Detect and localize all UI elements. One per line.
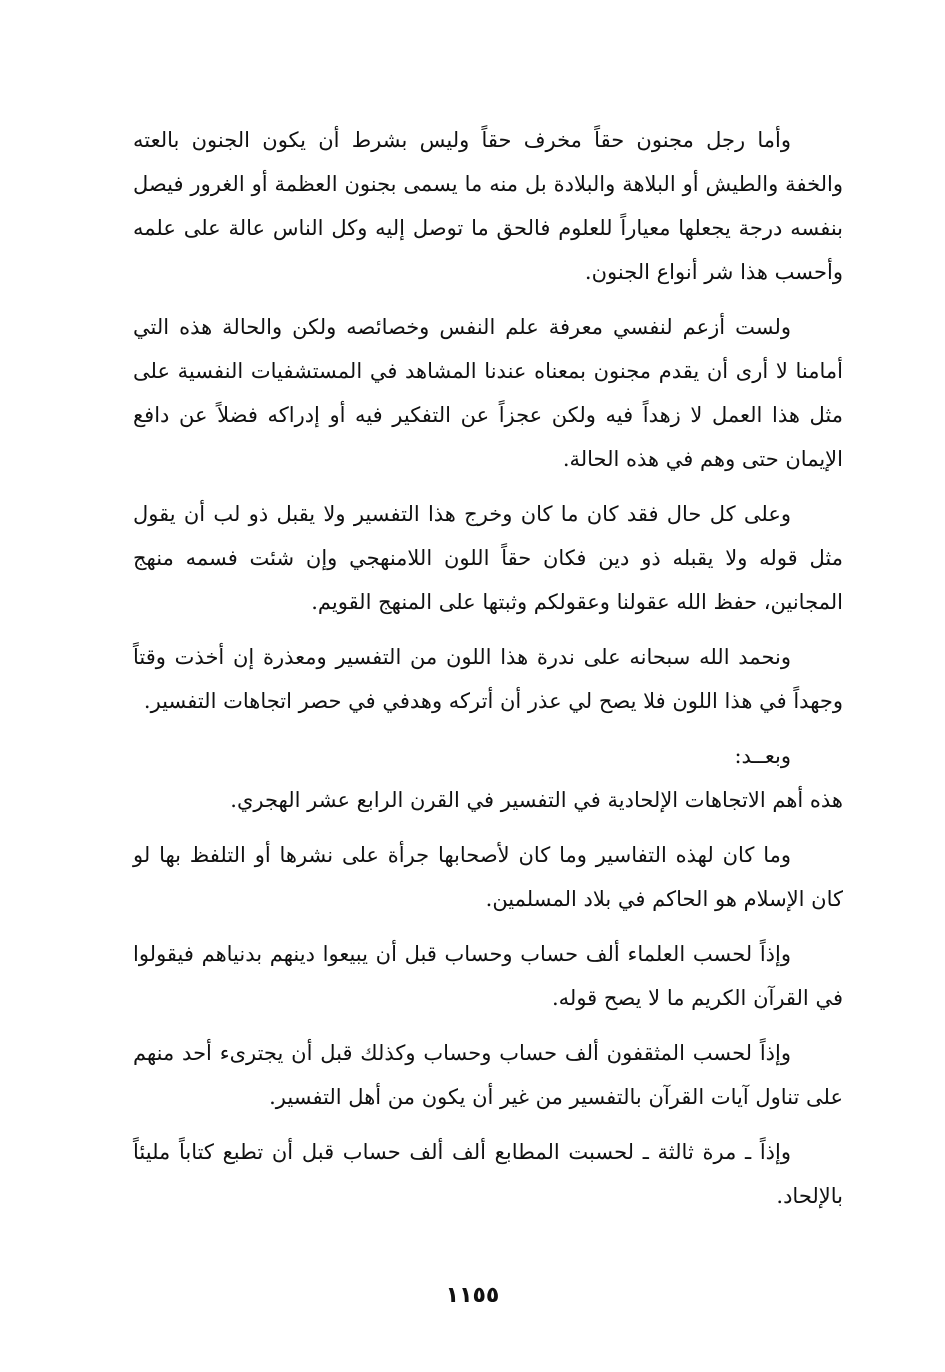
paragraph: ولست أزعم لنفسي معرفة علم النفس وخصائصه ولكن والحالة هذه التي أمامنا لا أرى أن يقدم مجنون بمعناه عندنا المشاهد في المستشفيات النفسية على مثل هذا العمل لا زهداً فيه ولكن عجزاً عن التفكير فيه أو إدراكه فضلاً عن دافع الإيمان حتى وهم في هذه الحالة. (133, 315, 843, 471)
page-body (133, 118, 843, 1229)
page-number: ١١٥٥ (445, 1283, 500, 1308)
paragraph: وإذاً ـ مرة ثالثة ـ لحسبت المطابع ألف ألف حساب قبل أن تطبع كتاباً مليئاً بالإلحاد. (133, 1140, 843, 1208)
closing-heading: وبعــد: (734, 744, 791, 768)
paragraph: ونحمد الله سبحانه على ندرة هذا اللون من التفسير ومعذرة إن أخذت وقتاً وجهداً في هذا اللون فلا يصح لي عذر أن أتركه وهدفي في حصر اتجاهات التفسير. (133, 645, 843, 713)
paragraph: وأما رجل مجنون حقاً مخرف حقاً وليس بشرط أن يكون الجنون بالعته والخفة والطيش أو البلاهة والبلادة بل منه ما يسمى بجنون العظمة أو الغرور فيصل بنفسه درجة يجعلها معياراً للعلوم فالحق ما توصل إليه وكل الناس عالة على علمه وأحسب هذا شر أنواع الجنون. (133, 128, 843, 284)
paragraph: وما كان لهذه التفاسير وما كان لأصحابها جرأة على نشرها أو التلفظ بها لو كان الإسلام هو الحاكم في بلاد المسلمين. (133, 843, 843, 911)
closing-line: هذه أهم الاتجاهات الإلحادية في التفسير في القرن الرابع عشر الهجري. (230, 788, 843, 812)
paragraph: وإذاً لحسب المثقفون ألف حساب وحساب وكذلك قبل أن يجترىء أحد منهم على تناول آيات القرآن بالتفسير من غير أن يكون من أهل التفسير. (133, 1041, 843, 1109)
paragraph: وعلى كل حال فقد كان ما كان وخرج هذا التفسير ولا يقبل ذو لب أن يقول مثل قوله ولا يقبله ذو دين فكان حقاً اللون اللامنهجي وإن شئت فسمه منهج المجانين، حفظ الله عقولنا وعقولكم وثبتها على المنهج القويم. (133, 502, 843, 614)
paragraph: وإذاً لحسب العلماء ألف حساب وحساب قبل أن يبيعوا دينهم بدنياهم فيقولوا في القرآن الكريم ما لا يصح قوله. (133, 942, 843, 1010)
